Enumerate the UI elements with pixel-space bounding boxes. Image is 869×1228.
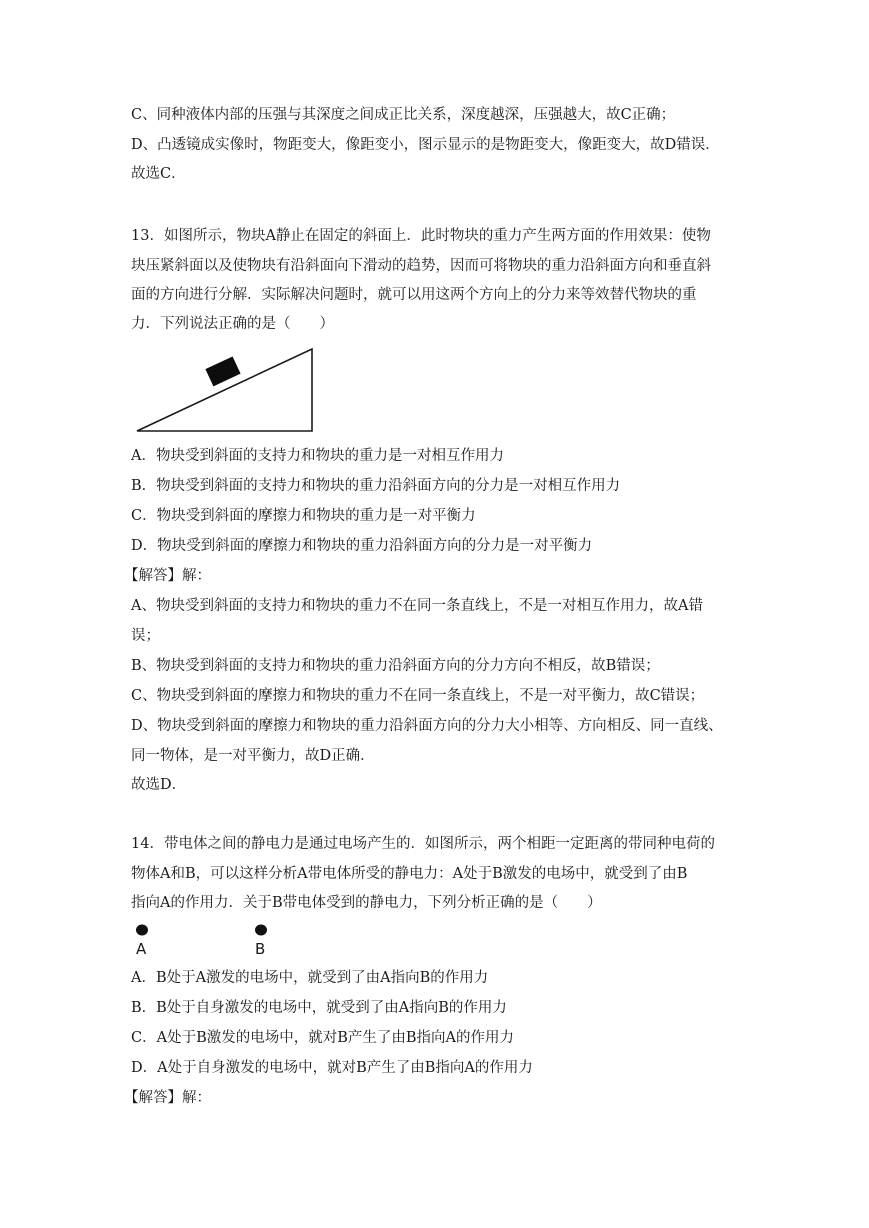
q13-answer-line-4: C、物块受到斜面的摩擦力和物块的重力不在同一条直线上，不是一对平衡力，故C错误； <box>131 688 705 704</box>
q13-answer-line-2: 误； <box>131 628 160 644</box>
charge-b-dot <box>255 925 267 936</box>
incline-figure <box>130 343 320 435</box>
q13-answer-line-1: A、物块受到斜面的支持力和物块的重力不在同一条直线上，不是一对相互作用力，故A错 <box>131 598 703 614</box>
prev-answer-conclusion: 故选C． <box>131 166 186 182</box>
q13-option-a: A．物块受到斜面的支持力和物块的重力是一对相互作用力 <box>131 448 504 464</box>
q14-option-d: D．A处于自身激发的电场中，就对B产生了由B指向A的作用力 <box>131 1060 533 1076</box>
q13-answer-line-5: D、物块受到斜面的摩擦力和物块的重力沿斜面方向的分力大小相等、方向相反、同一直线、 <box>131 718 723 734</box>
q13-option-b: B．物块受到斜面的支持力和物块的重力沿斜面方向的分力是一对相互作用力 <box>131 478 621 494</box>
q13-option-c: C．物块受到斜面的摩擦力和物块的重力是一对平衡力 <box>131 508 476 524</box>
q14-stem-line-3: 指向A的作用力．关于B带电体受到的静电力，下列分析正确的是（ ） <box>131 895 602 911</box>
charge-b-label: B <box>255 940 266 958</box>
q14-answer-header: 【解答】解： <box>124 1090 211 1106</box>
q14-stem-line-1: 14．带电体之间的静电力是通过电场产生的．如图所示，两个相距一定距离的带同种电荷的 <box>131 836 715 852</box>
q14-option-a: A．B处于A激发的电场中，就受到了由A指向B的作用力 <box>131 970 489 986</box>
q14-stem-line-2: 物体A和B，可以这样分析A带电体所受的静电力：A处于B激发的电场中，就受到了由B <box>131 866 688 882</box>
charges-figure <box>130 922 280 938</box>
q13-answer-line-3: B、物块受到斜面的支持力和物块的重力沿斜面方向的分力方向不相反，故B错误； <box>131 658 660 674</box>
q13-stem-line-1: 13．如图所示，物块A静止在固定的斜面上．此时物块的重力产生两方面的作用效果：使物 <box>131 228 711 244</box>
q13-stem-line-4: 力．下列说法正确的是（ ） <box>131 316 334 332</box>
prev-answer-line-c: C、同种液体内部的压强与其深度之间成正比关系，深度越深，压强越大，故C正确； <box>131 107 676 123</box>
q14-option-c: C．A处于B激发的电场中，就对B产生了由B指向A的作用力 <box>131 1030 515 1046</box>
block-a <box>205 356 240 386</box>
q13-stem-line-3: 面的方向进行分解．实际解决问题时，就可以用这两个方向上的分力来等效替代物块的重 <box>131 287 697 303</box>
charge-a-dot <box>136 925 148 936</box>
q13-answer-line-6: 同一物体，是一对平衡力，故D正确． <box>131 748 375 764</box>
q13-answer-line-7: 故选D． <box>131 777 187 793</box>
charge-a-label: A <box>136 940 147 958</box>
q13-answer-header: 【解答】解： <box>124 568 211 584</box>
prev-answer-line-d: D、凸透镜成实像时，物距变大，像距变小，图示显示的是物距变大，像距变大，故D错误． <box>131 137 720 153</box>
q14-option-b: B．B处于自身激发的电场中，就受到了由A指向B的作用力 <box>131 1000 507 1016</box>
q13-option-d: D．物块受到斜面的摩擦力和物块的重力沿斜面方向的分力是一对平衡力 <box>131 538 593 554</box>
q13-stem-line-2: 块压紧斜面以及使物块有沿斜面向下滑动的趋势，因而可将物块的重力沿斜面方向和垂直斜 <box>131 258 711 274</box>
